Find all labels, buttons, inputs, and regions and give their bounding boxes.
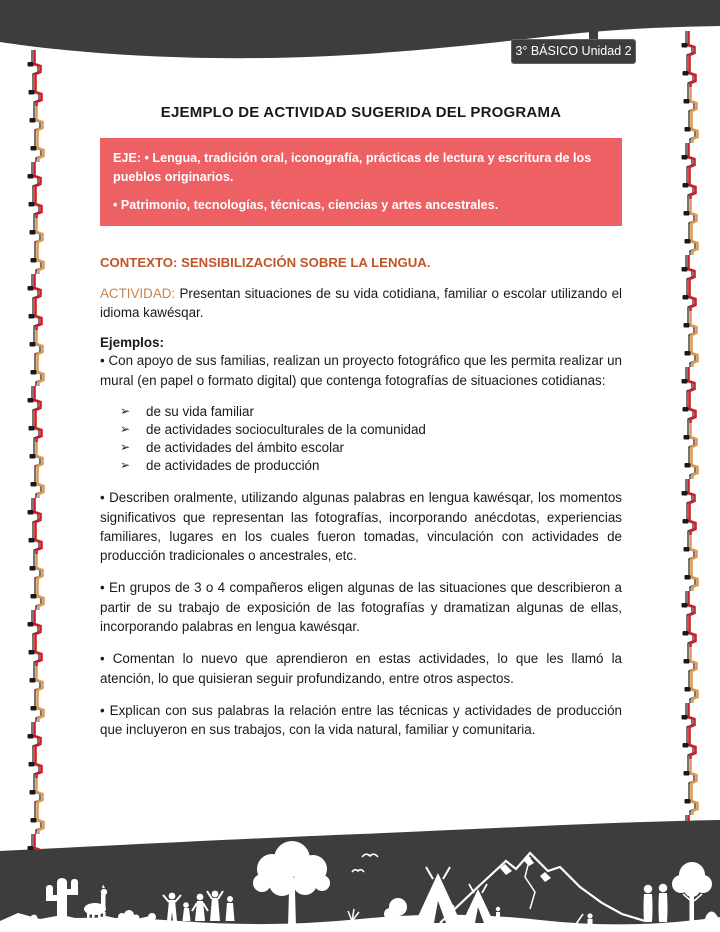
- arrow-list-item: [100, 457, 622, 475]
- eje-line-1: EJE: • Lengua, tradición oral, iconografía, prácticas de lectura y escritura de los pueblos originarios.: [113, 151, 592, 184]
- bottom-illustration: [0, 817, 720, 932]
- arrow-list-item: [100, 439, 622, 457]
- arrow-bullet-icon: ➢: [120, 421, 131, 436]
- activity-bullet: • Comentan lo nuevo que aprendieron en estas actividades, lo que les llamó la atención, lo que quisieran seguir profundizando, entre otros aspectos.: [100, 651, 622, 686]
- activity-bullet: • Explican con sus palabras la relación entre las técnicas y actividades de producción que incluyeron en sus trabajos, con la vida natural, familiar y comunitaria.: [100, 702, 622, 738]
- arrow-list: [100, 403, 622, 475]
- contexto-heading: CONTEXTO: SENSIBILIZACIÓN SOBRE LA LENGUA.: [100, 254, 431, 270]
- arrow-list-item: [100, 421, 622, 439]
- actividad-text: Presentan situaciones de su vida cotidiana, familiar o escolar utilizando el idioma kawésqar.: [100, 285, 622, 320]
- eje-line-2: • Patrimonio, tecnologías, técnicas, ciencias y artes ancestrales.: [113, 197, 499, 212]
- arrow-item-label: de su vida familiar: [146, 403, 254, 419]
- arrow-bullet-icon: ➢: [120, 440, 131, 455]
- arrow-item-label: de actividades de producción: [146, 458, 320, 474]
- actividad-label: ACTIVIDAD:: [100, 285, 176, 301]
- document-content: [100, 104, 622, 753]
- arrow-list-item: [100, 403, 622, 421]
- arrow-bullet-icon: ➢: [120, 458, 131, 473]
- page-title: EJEMPLO DE ACTIVIDAD SUGERIDA DEL PROGRAMA: [160, 104, 562, 121]
- example-intro-bullet: • Con apoyo de sus familias, realizan un proyecto fotográfico que les permita realizar un mural (en papel o formato digital) que contenga fotografías de situaciones cotidianas:: [100, 353, 622, 388]
- arrow-item-label: de actividades del ámbito escolar: [146, 440, 344, 456]
- right-border-decoration: [675, 31, 701, 821]
- arrow-item-label: de actividades socioculturales de la comunidad: [146, 421, 426, 437]
- unit-badge: 3° BÁSICO Unidad 2: [511, 39, 636, 64]
- actividad-paragraph: [100, 284, 622, 323]
- activity-bullet: • Describen oralmente, utilizando algunas palabras en lengua kawésqar, los momentos significativos que representan las fotografías, incorporando anécdotas, experiencias familiares, lugares en los cuales fueron tomadas, vinculación con actividades de producción tradicionales o ancestrales, etc.: [100, 490, 622, 564]
- eje-highlight-box: [100, 138, 622, 226]
- left-border-decoration: [21, 50, 47, 850]
- ejemplos-heading: Ejemplos:: [100, 335, 164, 351]
- activity-bullet: • En grupos de 3 o 4 compañeros eligen algunas de las situaciones que describieron a partir de su trabajo de exposición de las fotografías y dramatizan algunas de ellas, incorporando palabras en lengua kawésqar.: [100, 580, 622, 635]
- arrow-bullet-icon: ➢: [120, 403, 131, 418]
